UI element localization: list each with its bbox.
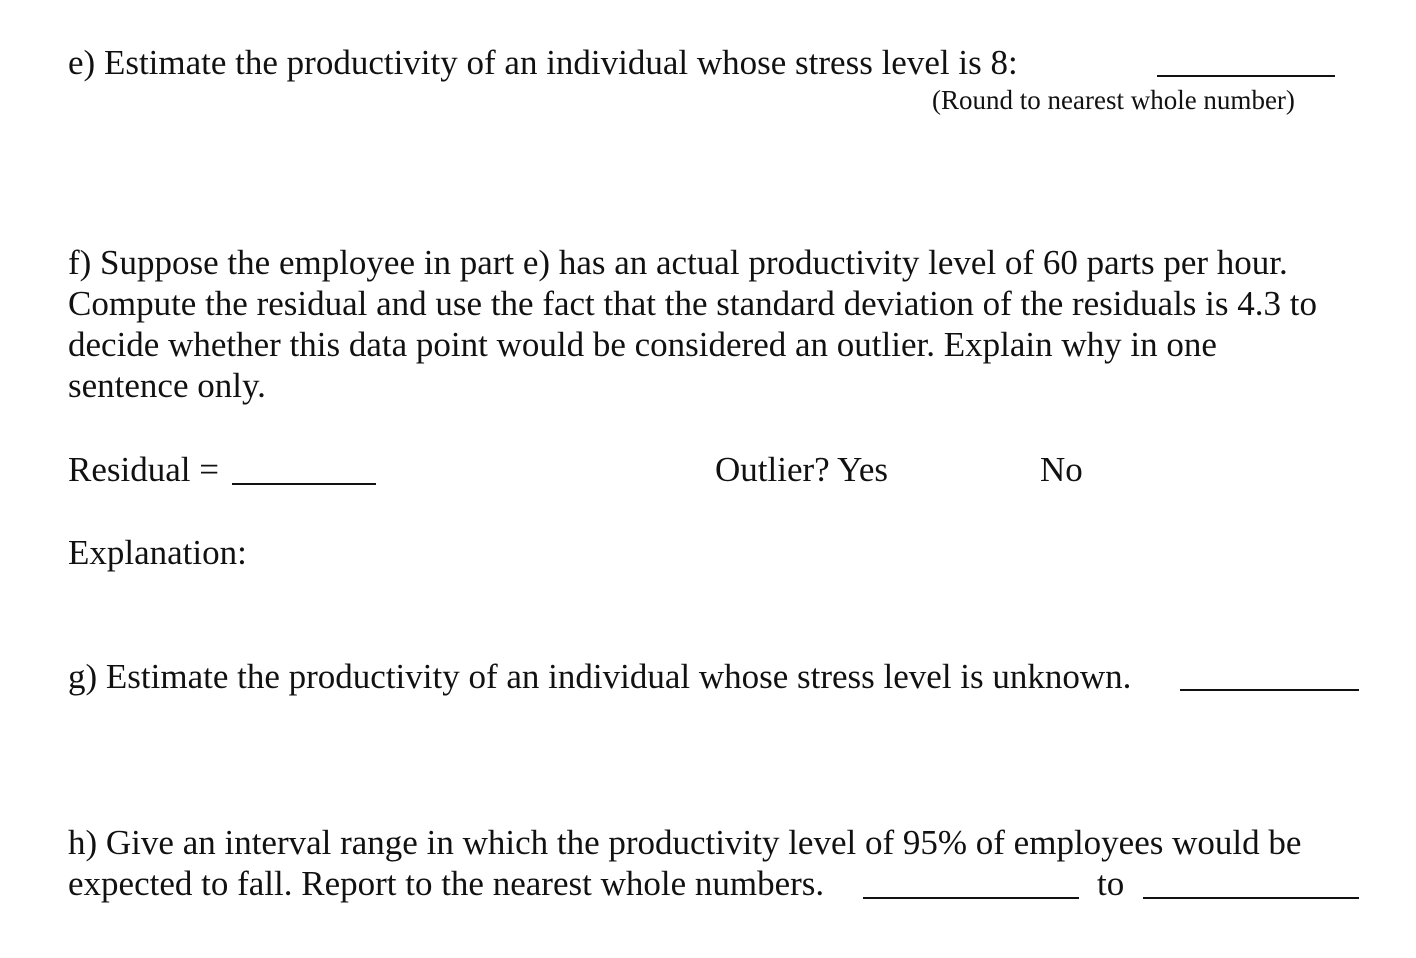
part-f-line-2: Compute the residual and use the fact that the standard deviation of the residuals is 4.3 to — [68, 284, 1317, 323]
residual-label: Residual = — [68, 450, 219, 489]
part-g-answer-blank[interactable] — [1180, 689, 1359, 691]
interval-to-label: to — [1097, 864, 1125, 903]
part-e-round-note: (Round to nearest whole number) — [932, 85, 1295, 115]
outlier-no-option[interactable]: No — [1040, 450, 1083, 489]
part-f-line-3: decide whether this data point would be considered an outlier. Explain why in one — [68, 325, 1217, 364]
part-e-answer-blank[interactable] — [1157, 75, 1335, 77]
explanation-label: Explanation: — [68, 533, 247, 572]
part-h-line-2: expected to fall. Report to the nearest whole numbers. — [68, 864, 825, 903]
part-f-line-1: f) Suppose the employee in part e) has an actual productivity level of 60 parts per hour. — [68, 243, 1288, 282]
outlier-yes-option[interactable]: Outlier? Yes — [715, 450, 889, 489]
part-e-question: e) Estimate the productivity of an individual whose stress level is 8: — [68, 43, 1018, 82]
part-h-line-1: h) Give an interval range in which the productivity level of 95% of employees would be — [68, 823, 1302, 862]
interval-upper-blank[interactable] — [1143, 897, 1359, 899]
residual-answer-blank[interactable] — [232, 483, 376, 485]
part-g-question: g) Estimate the productivity of an individual whose stress level is unknown. — [68, 657, 1132, 696]
part-f-line-4: sentence only. — [68, 366, 266, 405]
interval-lower-blank[interactable] — [863, 897, 1079, 899]
